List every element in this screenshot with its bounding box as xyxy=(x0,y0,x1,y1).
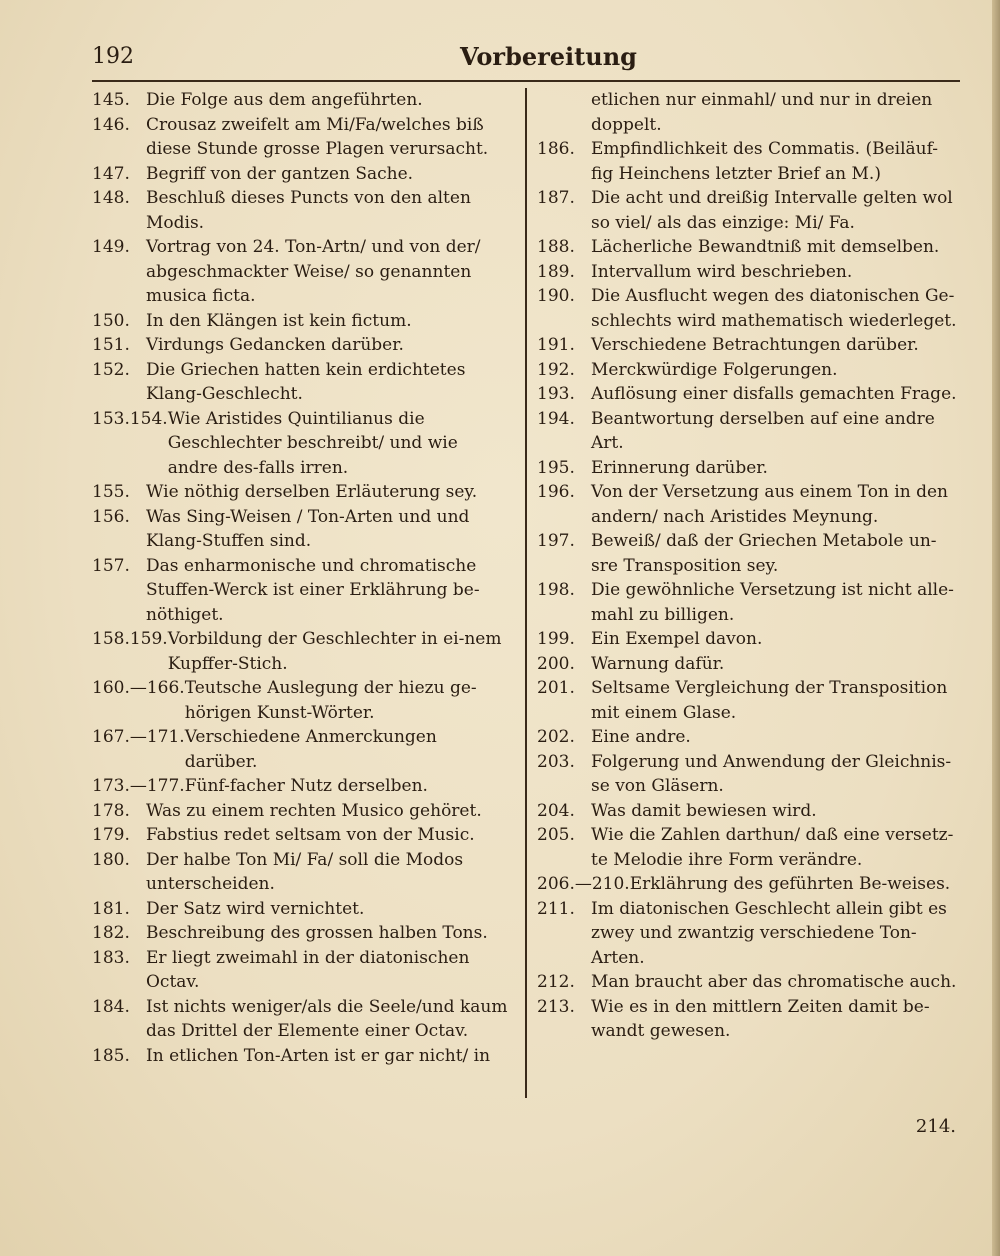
entry-number: 182. xyxy=(92,923,130,943)
entry-text: Intervallum wird beschrieben. xyxy=(591,261,853,282)
entry-text: Fabstius redet seltsam von der Music. xyxy=(146,825,475,845)
entry-number: 198. xyxy=(537,580,575,600)
entry-text: Was zu einem rechten Musico gehöret. xyxy=(146,800,482,821)
entry-number: 180. xyxy=(92,849,130,870)
entry-text: Wie Aristides Quintilianus die Geschlechter beschreibt/ und wie andre des-falls irren. xyxy=(167,408,458,478)
list-item xyxy=(92,823,517,848)
entry-number: 153.154. xyxy=(92,408,168,429)
entry-number: 184. xyxy=(92,996,130,1017)
list-item xyxy=(92,725,517,774)
entry-text: Beschreibung des grossen halben Tons. xyxy=(146,923,488,943)
list-item xyxy=(537,88,962,137)
entry-text: Die Folge aus dem angeführten. xyxy=(146,90,423,110)
list-item xyxy=(92,897,517,922)
entry-number: 203. xyxy=(537,751,575,772)
entry-number: 173.—177. xyxy=(92,776,185,796)
list-item xyxy=(537,676,962,725)
entry-text: Vortrag von 24. Ton-Artn/ und von der/ abgeschmackter Weise/ so genannten musica ficta. xyxy=(146,237,481,306)
entry-text: Teutsche Auslegung der hiezu ge-hörigen Kunst-Wörter. xyxy=(184,678,477,723)
entry-number: 200. xyxy=(537,653,575,674)
list-item xyxy=(537,235,962,260)
entry-text: Auflösung einer disfalls gemachten Frage. xyxy=(591,384,957,404)
list-item xyxy=(537,358,962,383)
list-item xyxy=(92,1044,517,1069)
list-item xyxy=(537,480,962,529)
entry-text: Wie es in den mittlern Zeiten damit be-wandt gewesen. xyxy=(591,996,930,1041)
entry-text: Beweiß/ daß der Griechen Metabole un-sre Transposition sey. xyxy=(591,531,937,576)
list-item xyxy=(537,823,962,872)
list-item xyxy=(92,162,517,187)
entry-number: 150. xyxy=(92,310,130,331)
entry-number: 193. xyxy=(537,384,575,404)
list-item xyxy=(92,627,517,676)
entry-text: Warnung dafür. xyxy=(591,653,725,674)
list-item xyxy=(92,848,517,897)
entry-text: Ist nichts weniger/als die Seele/und kaum das Drittel der Elemente einer Octav. xyxy=(146,996,508,1041)
list-item xyxy=(92,921,517,946)
left-column xyxy=(92,88,517,1068)
entry-number: 147. xyxy=(92,163,130,184)
page-header xyxy=(92,40,960,70)
list-item xyxy=(537,970,962,995)
entry-text: Eine andre. xyxy=(591,727,691,747)
entry-number: 213. xyxy=(537,996,575,1017)
entry-text: etlichen nur einmahl/ und nur in dreien doppelt. xyxy=(591,90,933,135)
list-item xyxy=(537,652,962,677)
entry-number: 156. xyxy=(92,506,130,527)
entry-number: 188. xyxy=(537,237,575,257)
entry-text: Der halbe Ton Mi/ Fa/ soll die Modos unterscheiden. xyxy=(146,849,464,894)
header-rule xyxy=(92,80,960,82)
entry-number: 192. xyxy=(537,359,575,380)
list-item xyxy=(92,235,517,309)
list-item xyxy=(92,554,517,628)
entry-number: 160.—166. xyxy=(92,678,185,698)
entry-number: 201. xyxy=(537,678,575,698)
entry-number: 186. xyxy=(537,139,575,159)
entry-text: Von der Versetzung aus einem Ton in den andern/ nach Aristides Meynung. xyxy=(591,482,948,527)
entry-text: Begriff von der gantzen Sache. xyxy=(146,163,414,184)
entry-number: 148. xyxy=(92,188,130,208)
entry-text: Das enharmonische und chromatische Stuffen-Werck ist einer Erklährung be-nöthiget. xyxy=(146,555,480,625)
entry-text: Der Satz wird vernichtet. xyxy=(146,898,365,919)
entry-number: 157. xyxy=(92,555,130,576)
entry-number: 204. xyxy=(537,800,575,821)
entry-text: Virdungs Gedancken darüber. xyxy=(146,335,404,355)
list-item xyxy=(92,774,517,799)
entry-text: Die acht und dreißig Intervalle gelten wol so viel/ als das einzige: Mi/ Fa. xyxy=(591,188,953,233)
entry-number xyxy=(537,88,591,137)
entry-text: Die Griechen hatten kein erdichtetes Klang-Geschlecht. xyxy=(146,359,466,404)
entry-number: 196. xyxy=(537,482,575,502)
entry-text: Was Sing-Weisen / Ton-Arten und und Klang-Stuffen sind. xyxy=(146,506,470,551)
entry-text: Verschiedene Anmerckungen darüber. xyxy=(184,727,437,772)
entry-number: 181. xyxy=(92,898,130,919)
entry-text: Empfindlichkeit des Commatis. (Beiläuf-fig Heinchens letzter Brief an M.) xyxy=(591,139,939,184)
list-item xyxy=(537,995,962,1044)
list-item xyxy=(537,578,962,627)
entry-number: 189. xyxy=(537,261,575,282)
entry-number: 149. xyxy=(92,237,130,257)
entry-number: 183. xyxy=(92,947,130,968)
entry-number: 152. xyxy=(92,359,130,380)
list-item xyxy=(537,627,962,652)
entry-number: 212. xyxy=(537,972,575,992)
list-item xyxy=(537,750,962,799)
entry-text: In etlichen Ton-Arten ist er gar nicht/ in xyxy=(146,1045,491,1066)
entry-number: 187. xyxy=(537,188,575,208)
list-item xyxy=(92,799,517,824)
entry-text: Merckwürdige Folgerungen. xyxy=(591,359,838,380)
list-item xyxy=(537,260,962,285)
list-item xyxy=(92,995,517,1044)
list-item xyxy=(92,505,517,554)
list-item xyxy=(92,113,517,162)
list-item xyxy=(92,88,517,113)
entry-number: 179. xyxy=(92,825,130,845)
entry-number: 194. xyxy=(537,408,575,429)
entry-text: Man braucht aber das chromatische auch. xyxy=(591,972,957,992)
running-head: Vorbereitung xyxy=(460,42,637,71)
entry-text: Lächerliche Bewandtniß mit demselben. xyxy=(591,237,940,257)
list-item xyxy=(92,186,517,235)
entry-text: Crousaz zweifelt am Mi/Fa/welches biß diese Stunde grosse Plagen verursacht. xyxy=(146,114,489,159)
catchword: 214. xyxy=(915,1116,956,1137)
entry-text: Ein Exempel davon. xyxy=(591,629,763,649)
entry-text: Vorbildung der Geschlechter in ei-nem Kupffer-Stich. xyxy=(167,629,502,674)
list-item xyxy=(537,872,962,897)
entry-number: 206.—210. xyxy=(537,874,630,894)
list-item xyxy=(92,333,517,358)
entry-text: Seltsame Vergleichung der Transposition mit einem Glase. xyxy=(591,678,948,723)
entry-number: 195. xyxy=(537,457,575,478)
entry-text: Beschluß dieses Puncts von den alten Modis. xyxy=(146,188,471,233)
list-item xyxy=(92,480,517,505)
entry-text: In den Klängen ist kein fictum. xyxy=(146,310,412,331)
entry-number: 199. xyxy=(537,629,575,649)
list-item xyxy=(537,897,962,971)
list-item xyxy=(537,333,962,358)
page-edge-shadow xyxy=(992,0,1000,1256)
entry-text: Die gewöhnliche Versetzung ist nicht alle-mahl zu billigen. xyxy=(591,580,954,625)
column-divider xyxy=(525,88,527,1098)
entry-text: Wie die Zahlen darthun/ daß eine versetz-te Melodie ihre Form verändre. xyxy=(591,825,954,870)
list-item xyxy=(92,946,517,995)
entry-text: Er liegt zweimahl in der diatonischen Octav. xyxy=(146,947,470,992)
entry-number: 151. xyxy=(92,335,130,355)
entry-number: 158.159. xyxy=(92,629,168,649)
entry-number: 191. xyxy=(537,335,575,355)
right-column xyxy=(537,88,962,1044)
list-item xyxy=(92,309,517,334)
entry-number: 155. xyxy=(92,482,130,502)
entry-number: 185. xyxy=(92,1045,130,1066)
page-number: 192 xyxy=(92,44,134,69)
entry-number: 167.—171. xyxy=(92,727,185,747)
list-item xyxy=(537,186,962,235)
list-item xyxy=(537,456,962,481)
entry-text: Wie nöthig derselben Erläuterung sey. xyxy=(146,482,478,502)
entry-number: 202. xyxy=(537,727,575,747)
entry-number: 145. xyxy=(92,90,130,110)
list-item xyxy=(537,529,962,578)
entry-number: 205. xyxy=(537,825,575,845)
list-item xyxy=(537,407,962,456)
list-item xyxy=(92,676,517,725)
entry-text: Was damit bewiesen wird. xyxy=(591,800,817,821)
list-item xyxy=(537,137,962,186)
entry-text: Beantwortung derselben auf eine andre Art. xyxy=(591,408,935,453)
entry-text: Verschiedene Betrachtungen darüber. xyxy=(591,335,919,355)
entry-number: 211. xyxy=(537,898,575,919)
entry-text: Die Ausflucht wegen des diatonischen Ge-schlechts wird mathematisch wiederleget. xyxy=(591,286,957,331)
list-item xyxy=(537,382,962,407)
entry-number: 197. xyxy=(537,531,575,551)
entry-number: 190. xyxy=(537,286,575,306)
entry-number: 146. xyxy=(92,114,130,135)
entry-number: 178. xyxy=(92,800,130,821)
entry-text: Fünf-facher Nutz derselben. xyxy=(184,776,428,796)
list-item xyxy=(537,284,962,333)
list-item xyxy=(92,358,517,407)
entry-text: Folgerung und Anwendung der Gleichnis-se von Gläsern. xyxy=(591,751,952,796)
list-item xyxy=(92,407,517,481)
list-item xyxy=(537,725,962,750)
entry-text: Erklährung des geführten Be-weises. xyxy=(629,874,951,894)
entry-text: Erinnerung darüber. xyxy=(591,457,768,478)
list-item xyxy=(537,799,962,824)
entry-text: Im diatonischen Geschlecht allein gibt es zwey und zwantzig verschiedene Ton-Arten. xyxy=(591,898,947,968)
